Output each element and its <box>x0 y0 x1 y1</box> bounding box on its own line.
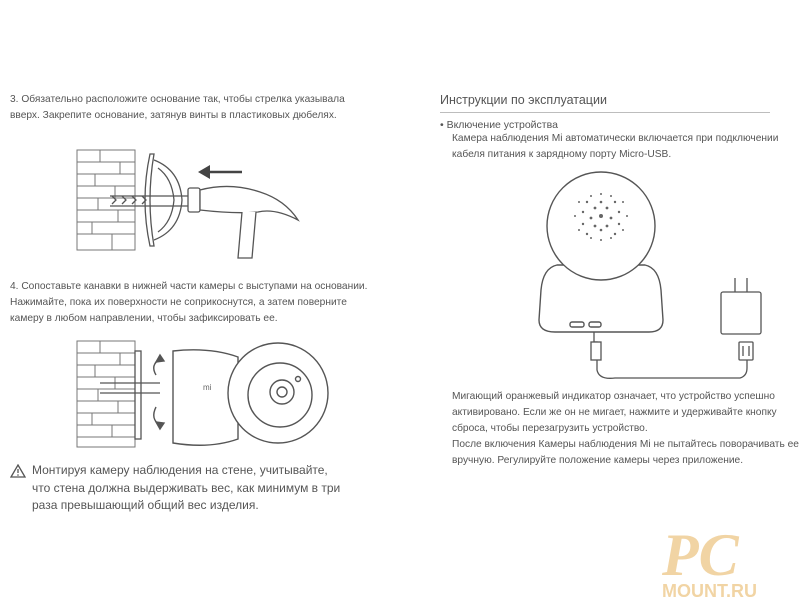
watermark-text: MOUNT.RU <box>662 581 757 601</box>
step4-line: 4. Сопоставьте канавки в нижней части камеры с выступами на основании. <box>10 281 368 292</box>
section-title: Инструкции по эксплуатации <box>440 93 607 107</box>
section-divider <box>440 112 770 113</box>
power-on-heading: • Включение устройства <box>440 119 558 131</box>
power-adapter-icon <box>721 278 761 334</box>
power-line: кабеля питания к зарядному порту Micro-USB. <box>452 149 672 160</box>
attach-camera-illustration <box>70 335 340 455</box>
power-on-description <box>452 131 778 163</box>
step4-instructions <box>10 279 367 327</box>
arrow-left-icon <box>198 165 242 179</box>
indicator-line: Мигающий оранжевый индикатор означает, что устройство успешно <box>452 391 775 402</box>
step3-line: вверх. Закрепите основание, затянув винты в пластиковых дюбелях. <box>10 110 337 121</box>
hammer-icon <box>188 186 298 258</box>
power-line: Камера наблюдения Mi автоматически включается при подключении <box>452 133 779 144</box>
step4-line: Нажимайте, пока их поверхности не соприкоснутся, а затем поверните <box>10 297 347 308</box>
rotate-icon <box>154 355 164 429</box>
indicator-line: После включения Камеры наблюдения Mi не пытайтесь поворачивать ее <box>452 439 799 450</box>
warning-line: раза превышающий общий вес изделия. <box>32 498 259 512</box>
camera-front-view <box>539 172 663 332</box>
warning-line: Монтируя камеру наблюдения на стене, учитывайте, <box>32 463 328 477</box>
mount-base-illustration <box>70 140 340 260</box>
step3-instructions <box>10 92 345 124</box>
brick-wall <box>77 341 135 447</box>
camera-logo: mi <box>203 383 212 392</box>
camera-power-illustration <box>525 170 785 385</box>
watermark-letters: PC <box>662 522 739 588</box>
warning-triangle-icon <box>10 464 26 478</box>
pcmount-watermark <box>662 522 800 606</box>
usb-plug-icon <box>739 342 753 360</box>
warning-line: что стена должна выдерживать вес, как минимум в три <box>32 480 341 495</box>
indicator-line: сброса, чтобы перезагрузить устройство. <box>452 423 648 434</box>
step3-line: 3. Обязательно расположите основание так, чтобы стрелка указывала <box>10 94 345 105</box>
indicator-line: вручную. Регулируйте положение камеры через приложение. <box>452 455 744 466</box>
indicator-description <box>452 389 799 469</box>
step4-line: камеру в любом направлении, чтобы зафиксировать ее. <box>10 313 278 324</box>
indicator-line: активировано. Если же он не мигает, нажмите и удерживайте кнопку <box>452 407 777 418</box>
wall-mount-warning <box>10 462 340 515</box>
mount-base <box>110 154 190 246</box>
camera-side-view <box>173 343 328 445</box>
